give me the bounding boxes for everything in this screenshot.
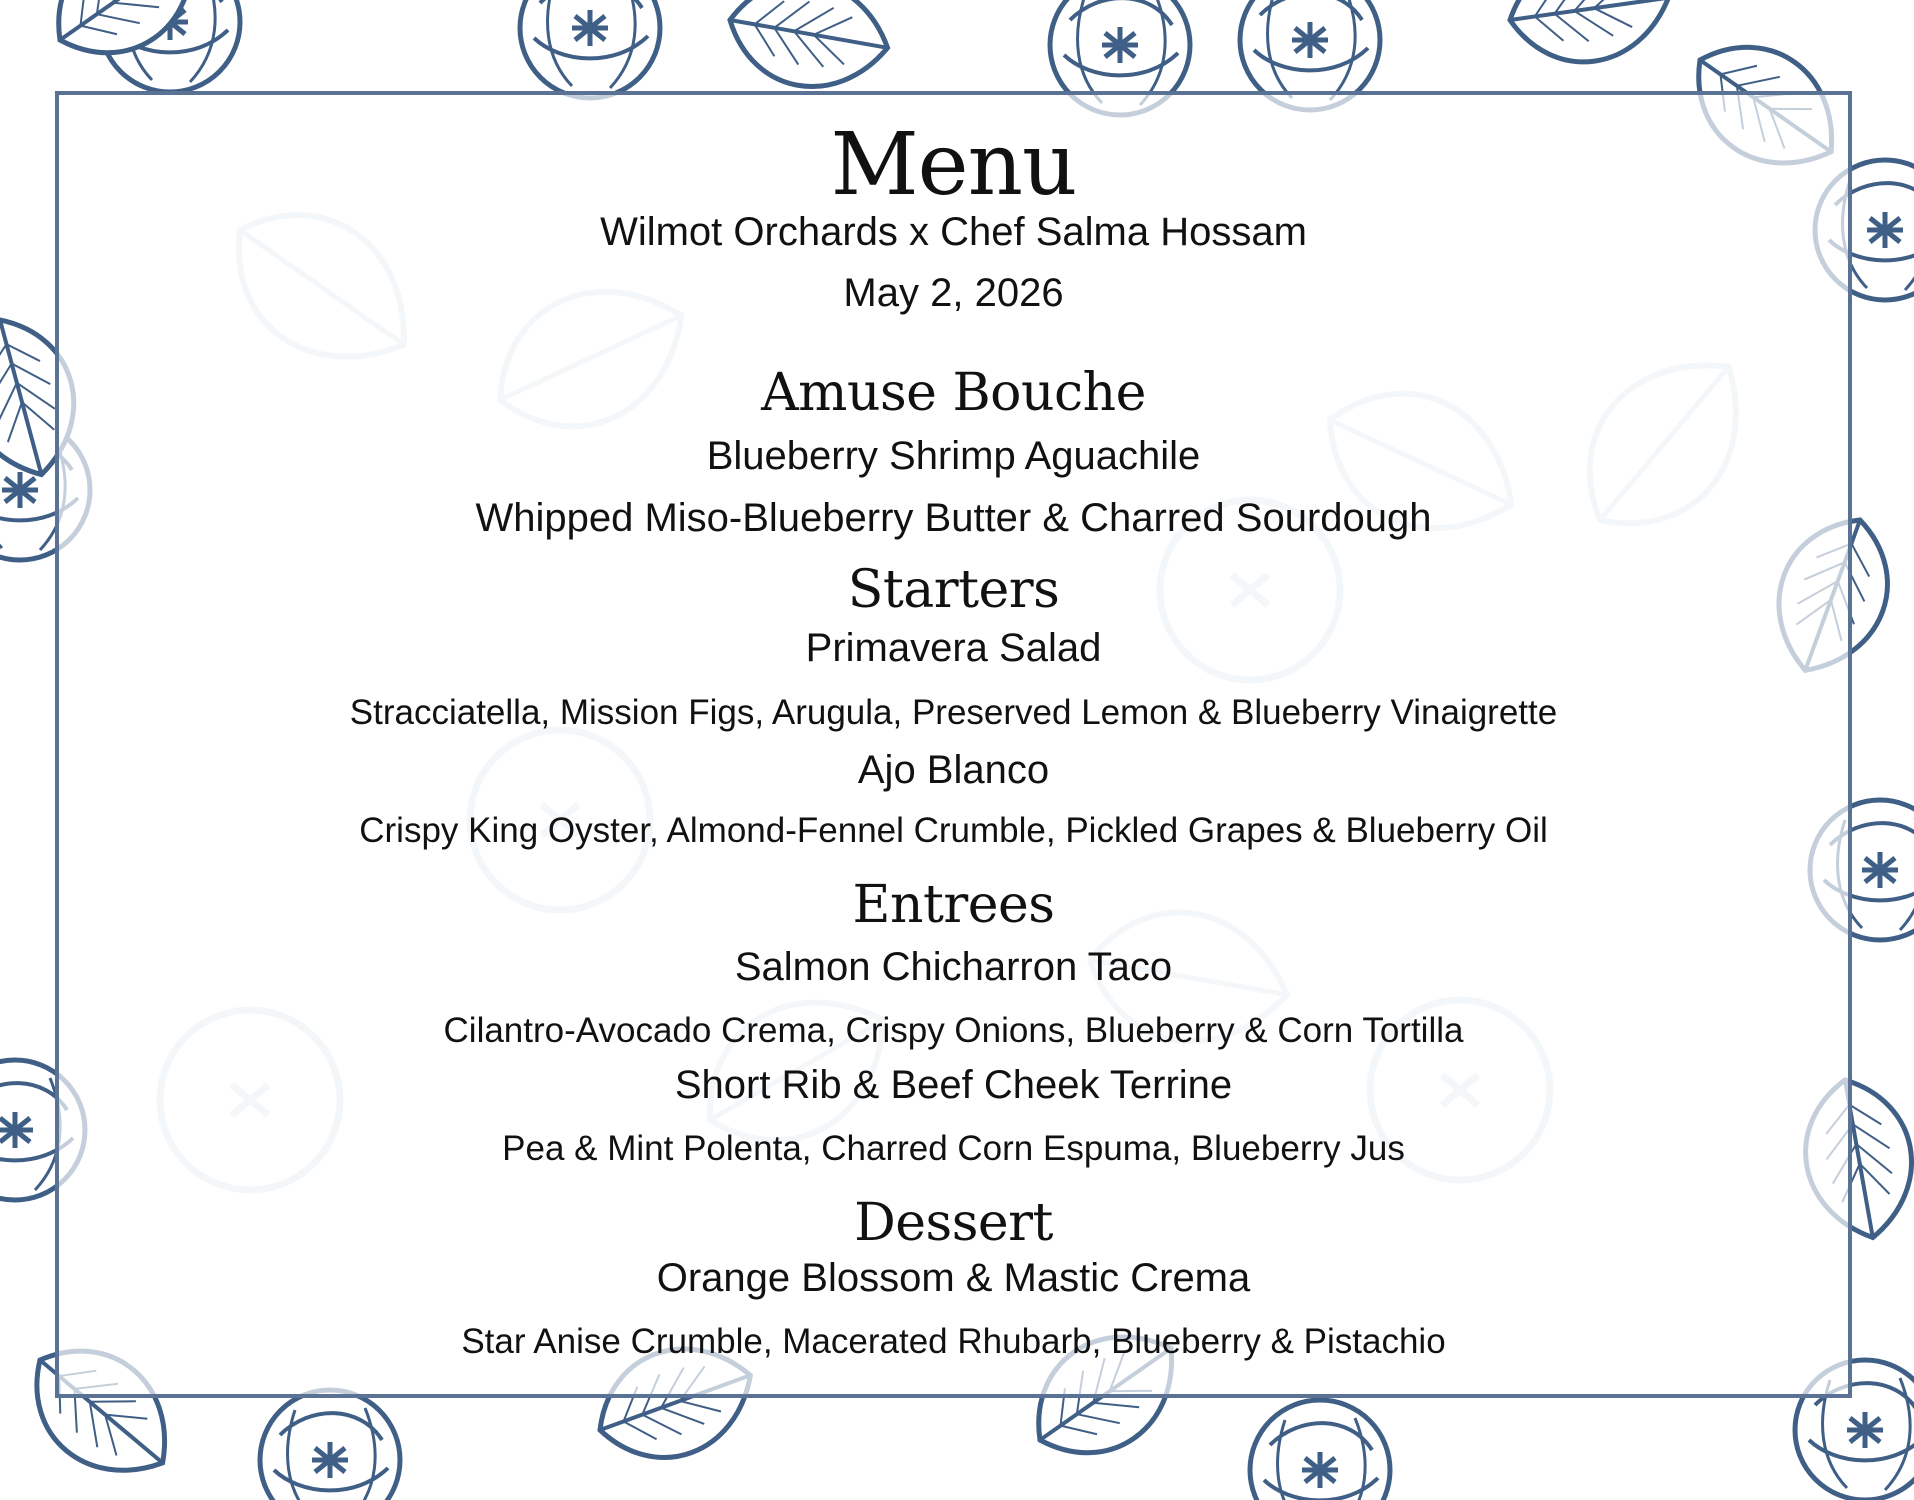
section-heading-dessert: Dessert: [854, 1193, 1053, 1253]
dish-description-ajo-blanco: Crispy King Oyster, Almond-Fennel Crumble, Pickled Grapes & Blueberry Oil: [359, 811, 1548, 850]
dish-blueberry-shrimp-aguachile: Blueberry Shrimp Aguachile: [706, 434, 1201, 478]
section-heading-entrees: Entrees: [852, 875, 1055, 935]
event-date: May 2, 2026: [843, 271, 1064, 315]
event-subtitle: Wilmot Orchards x Chef Salma Hossam: [600, 210, 1307, 254]
dish-description-salmon-chicharron-taco: Cilantro-Avocado Crema, Crispy Onions, Blueberry & Corn Tortilla: [443, 1011, 1464, 1050]
menu-title: Menu: [830, 115, 1077, 215]
menu-content: [59, 95, 1848, 1394]
section-heading-amuse-bouche: Amuse Bouche: [761, 363, 1146, 423]
dish-salmon-chicharron-taco: Salmon Chicharron Taco: [734, 945, 1173, 989]
dish-orange-blossom-mastic-crema: Orange Blossom & Mastic Crema: [656, 1256, 1251, 1300]
dish-short-rib-beef-cheek-terrine: Short Rib & Beef Cheek Terrine: [674, 1063, 1233, 1107]
section-heading-starters: Starters: [847, 560, 1060, 620]
dish-description-primavera-salad: Stracciatella, Mission Figs, Arugula, Preserved Lemon & Blueberry Vinaigrette: [349, 693, 1558, 732]
dish-ajo-blanco: Ajo Blanco: [857, 748, 1050, 792]
dish-description-orange-blossom-mastic-crema: Star Anise Crumble, Macerated Rhubarb, Blueberry & Pistachio: [461, 1322, 1446, 1361]
dish-whipped-miso-blueberry-butter: Whipped Miso-Blueberry Butter & Charred Sourdough: [475, 496, 1432, 540]
dish-description-short-rib-beef-cheek-terrine: Pea & Mint Polenta, Charred Corn Espuma, Blueberry Jus: [502, 1129, 1405, 1168]
dish-primavera-salad: Primavera Salad: [805, 626, 1102, 670]
